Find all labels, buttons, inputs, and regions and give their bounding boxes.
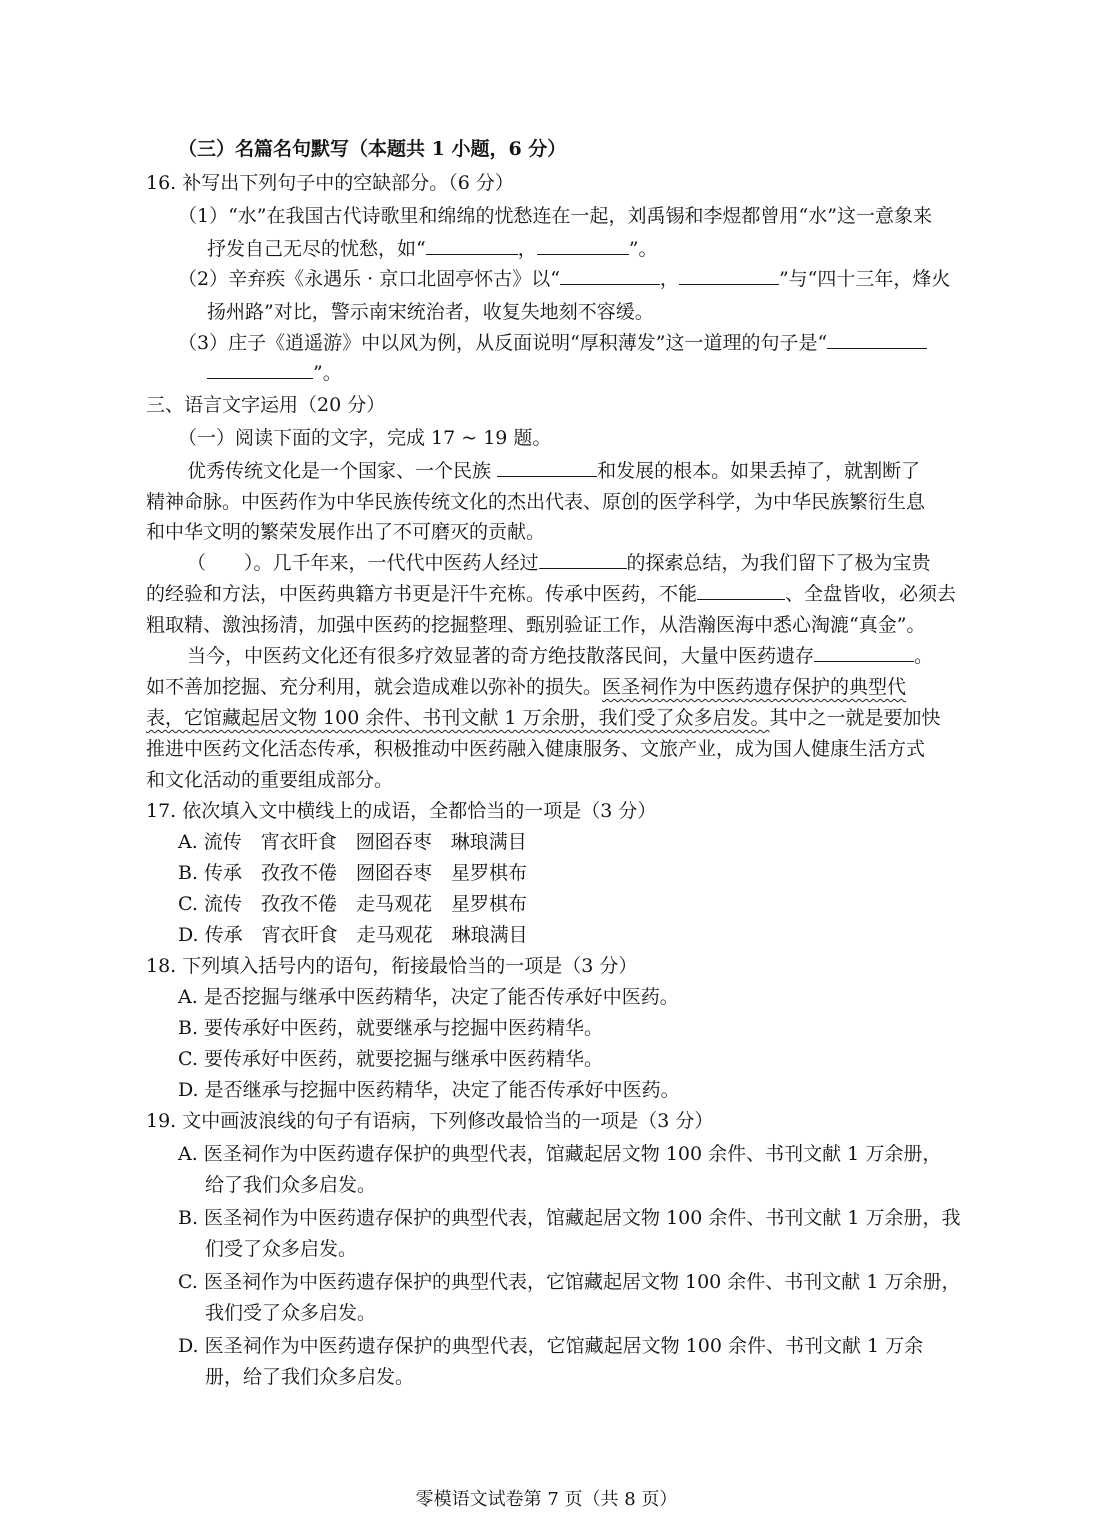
answer-blank[interactable]	[560, 266, 660, 285]
passage-line: 推进中医药文化活态传承，积极推动中医药融入健康服务、文旅产业，成为国人健康生活方式	[146, 738, 926, 760]
q17-option-b[interactable]: B. 传承 孜孜不倦 囫囵吞枣 星罗棋布	[178, 862, 528, 884]
question-17-stem: 17. 依次填入文中横线上的成语，全都恰当的一项是（3 分）	[146, 800, 657, 822]
q19-option-a-cont: 给了我们众多启发。	[205, 1174, 377, 1196]
q18-option-b[interactable]: B. 要传承好中医药，就要继承与挖掘中医药精华。	[178, 1017, 604, 1039]
q19-option-b-cont: 们受了众多启发。	[205, 1238, 358, 1260]
passage-line: （ ）。几千年来，一代代中医药人经过 的探索总结，为我们留下了极为宝贵	[187, 552, 931, 574]
q17-option-c[interactable]: C. 流传 孜孜不倦 走马观花 星罗棋布	[178, 893, 527, 915]
passage-line: 精神命脉。中医药作为中华民族传统文化的杰出代表、原创的医学科学，为中华民族繁衍生息	[146, 491, 926, 513]
q16-part3-line1: （3）庄子《逍遥游》中以风为例，从反面说明“厚积薄发”这一道理的句子是“	[178, 330, 927, 356]
passage-line: 和中华文明的繁荣发展作出了不可磨灭的贡献。	[146, 521, 546, 543]
q16-part1-line1: （1）“水”在我国古代诗歌里和绵绵的忧愁连在一起，刘禹锡和李煜都曾用“水”这一意象来	[178, 205, 932, 227]
wavy-underlined-sentence: 表，它馆藏起居文物 100 余件、书刊文献 1 万余册，我们受了众多启发。	[146, 707, 770, 729]
answer-blank[interactable]	[814, 643, 914, 662]
q19-option-c[interactable]: C. 医圣祠作为中医药遗存保护的典型代表，它馆藏起居文物 100 余件、书刊文献 1 万余册，	[178, 1271, 961, 1293]
answer-blank[interactable]	[539, 550, 627, 569]
q16-part2-line2: 扬州路”对比，警示南宋统治者，收复失地刻不容缓。	[207, 301, 654, 323]
q19-option-d[interactable]: D. 医圣祠作为中医药遗存保护的典型代表，它馆藏起居文物 100 余件、书刊文献 1 万余	[178, 1335, 924, 1357]
answer-blank[interactable]	[537, 236, 629, 255]
passage-line: 和文化活动的重要组成部分。	[146, 769, 394, 791]
q16-part2-line1: （2）辛弃疾《永遇乐 · 京口北固亭怀古》以“ ， ”与“四十三年，烽火	[178, 268, 951, 290]
question-18-stem: 18. 下列填入括号内的语句，衔接最恰当的一项是（3 分）	[146, 955, 638, 977]
q19-option-d-cont: 册，给了我们众多启发。	[205, 1366, 415, 1388]
page-footer: 零模语文试卷第 7 页（共 8 页）	[415, 1489, 678, 1510]
answer-blank[interactable]	[827, 330, 927, 349]
q18-option-a[interactable]: A. 是否挖掘与继承中医药精华，决定了能否传承好中医药。	[178, 986, 679, 1008]
passage-line: 如不善加挖掘、充分利用，就会造成难以弥补的损失。医圣祠作为中医药遗存保护的典型代	[146, 676, 907, 698]
q17-option-d[interactable]: D. 传承 宵衣旰食 走马观花 琳琅满目	[178, 924, 528, 946]
question-16-stem: 16. 补写出下列句子中的空缺部分。（6 分）	[146, 172, 514, 194]
answer-blank[interactable]	[207, 360, 313, 379]
wavy-underlined-sentence: 医圣祠作为中医药遗存保护的典型代	[602, 676, 907, 698]
question-19-stem: 19. 文中画波浪线的句子有语病，下列修改最恰当的一项是（3 分）	[146, 1110, 714, 1132]
q16-part3-line2: ”。	[207, 360, 342, 386]
q18-option-d[interactable]: D. 是否继承与挖掘中医药精华，决定了能否传承好中医药。	[178, 1079, 680, 1101]
answer-blank[interactable]	[679, 266, 779, 285]
section-heading: （三）名篇名句默写（本题共 1 小题，6 分）	[178, 138, 567, 160]
answer-blank[interactable]	[497, 458, 597, 477]
passage-line: 当今，中医药文化还有很多疗效显著的奇方绝技散落民间，大量中医药遗存 。	[187, 645, 934, 667]
passage-line: 粗取精、激浊扬清，加强中医药的挖掘整理、甄别验证工作，从浩瀚医海中悉心淘漉“真金”。	[146, 614, 926, 636]
answer-blank[interactable]	[697, 581, 785, 600]
q17-option-a[interactable]: A. 流传 宵衣旰食 囫囵吞枣 琳琅满目	[178, 831, 527, 853]
q19-option-c-cont: 我们受了众多启发。	[205, 1302, 377, 1324]
part-heading: 三、语言文字运用（20 分）	[146, 394, 386, 416]
reading-instruction: （一）阅读下面的文字，完成 17 ~ 19 题。	[178, 427, 552, 449]
q19-option-a[interactable]: A. 医圣祠作为中医药遗存保护的典型代表，馆藏起居文物 100 余件、书刊文献 1 万余册，	[178, 1143, 942, 1165]
passage-line: 的经验和方法，中医药典籍方书更是汗牛充栋。传承中医药，不能 、全盘皆收，必须去	[146, 583, 957, 605]
answer-blank[interactable]	[426, 236, 518, 255]
passage-line: 表，它馆藏起居文物 100 余件、书刊文献 1 万余册，我们受了众多启发。其中之一就是要加快	[146, 707, 941, 729]
passage-line: 优秀传统文化是一个国家、一个民族 和发展的根本。如果丢掉了，就割断了	[187, 460, 921, 482]
q19-option-b[interactable]: B. 医圣祠作为中医药遗存保护的典型代表，馆藏起居文物 100 余件、书刊文献 1 万余册，我	[178, 1207, 961, 1229]
q16-part1-line2: 抒发自己无尽的忧愁，如“ ， ”。	[207, 238, 658, 260]
q18-option-c[interactable]: C. 要传承好中医药，就要挖掘与继承中医药精华。	[178, 1048, 603, 1070]
